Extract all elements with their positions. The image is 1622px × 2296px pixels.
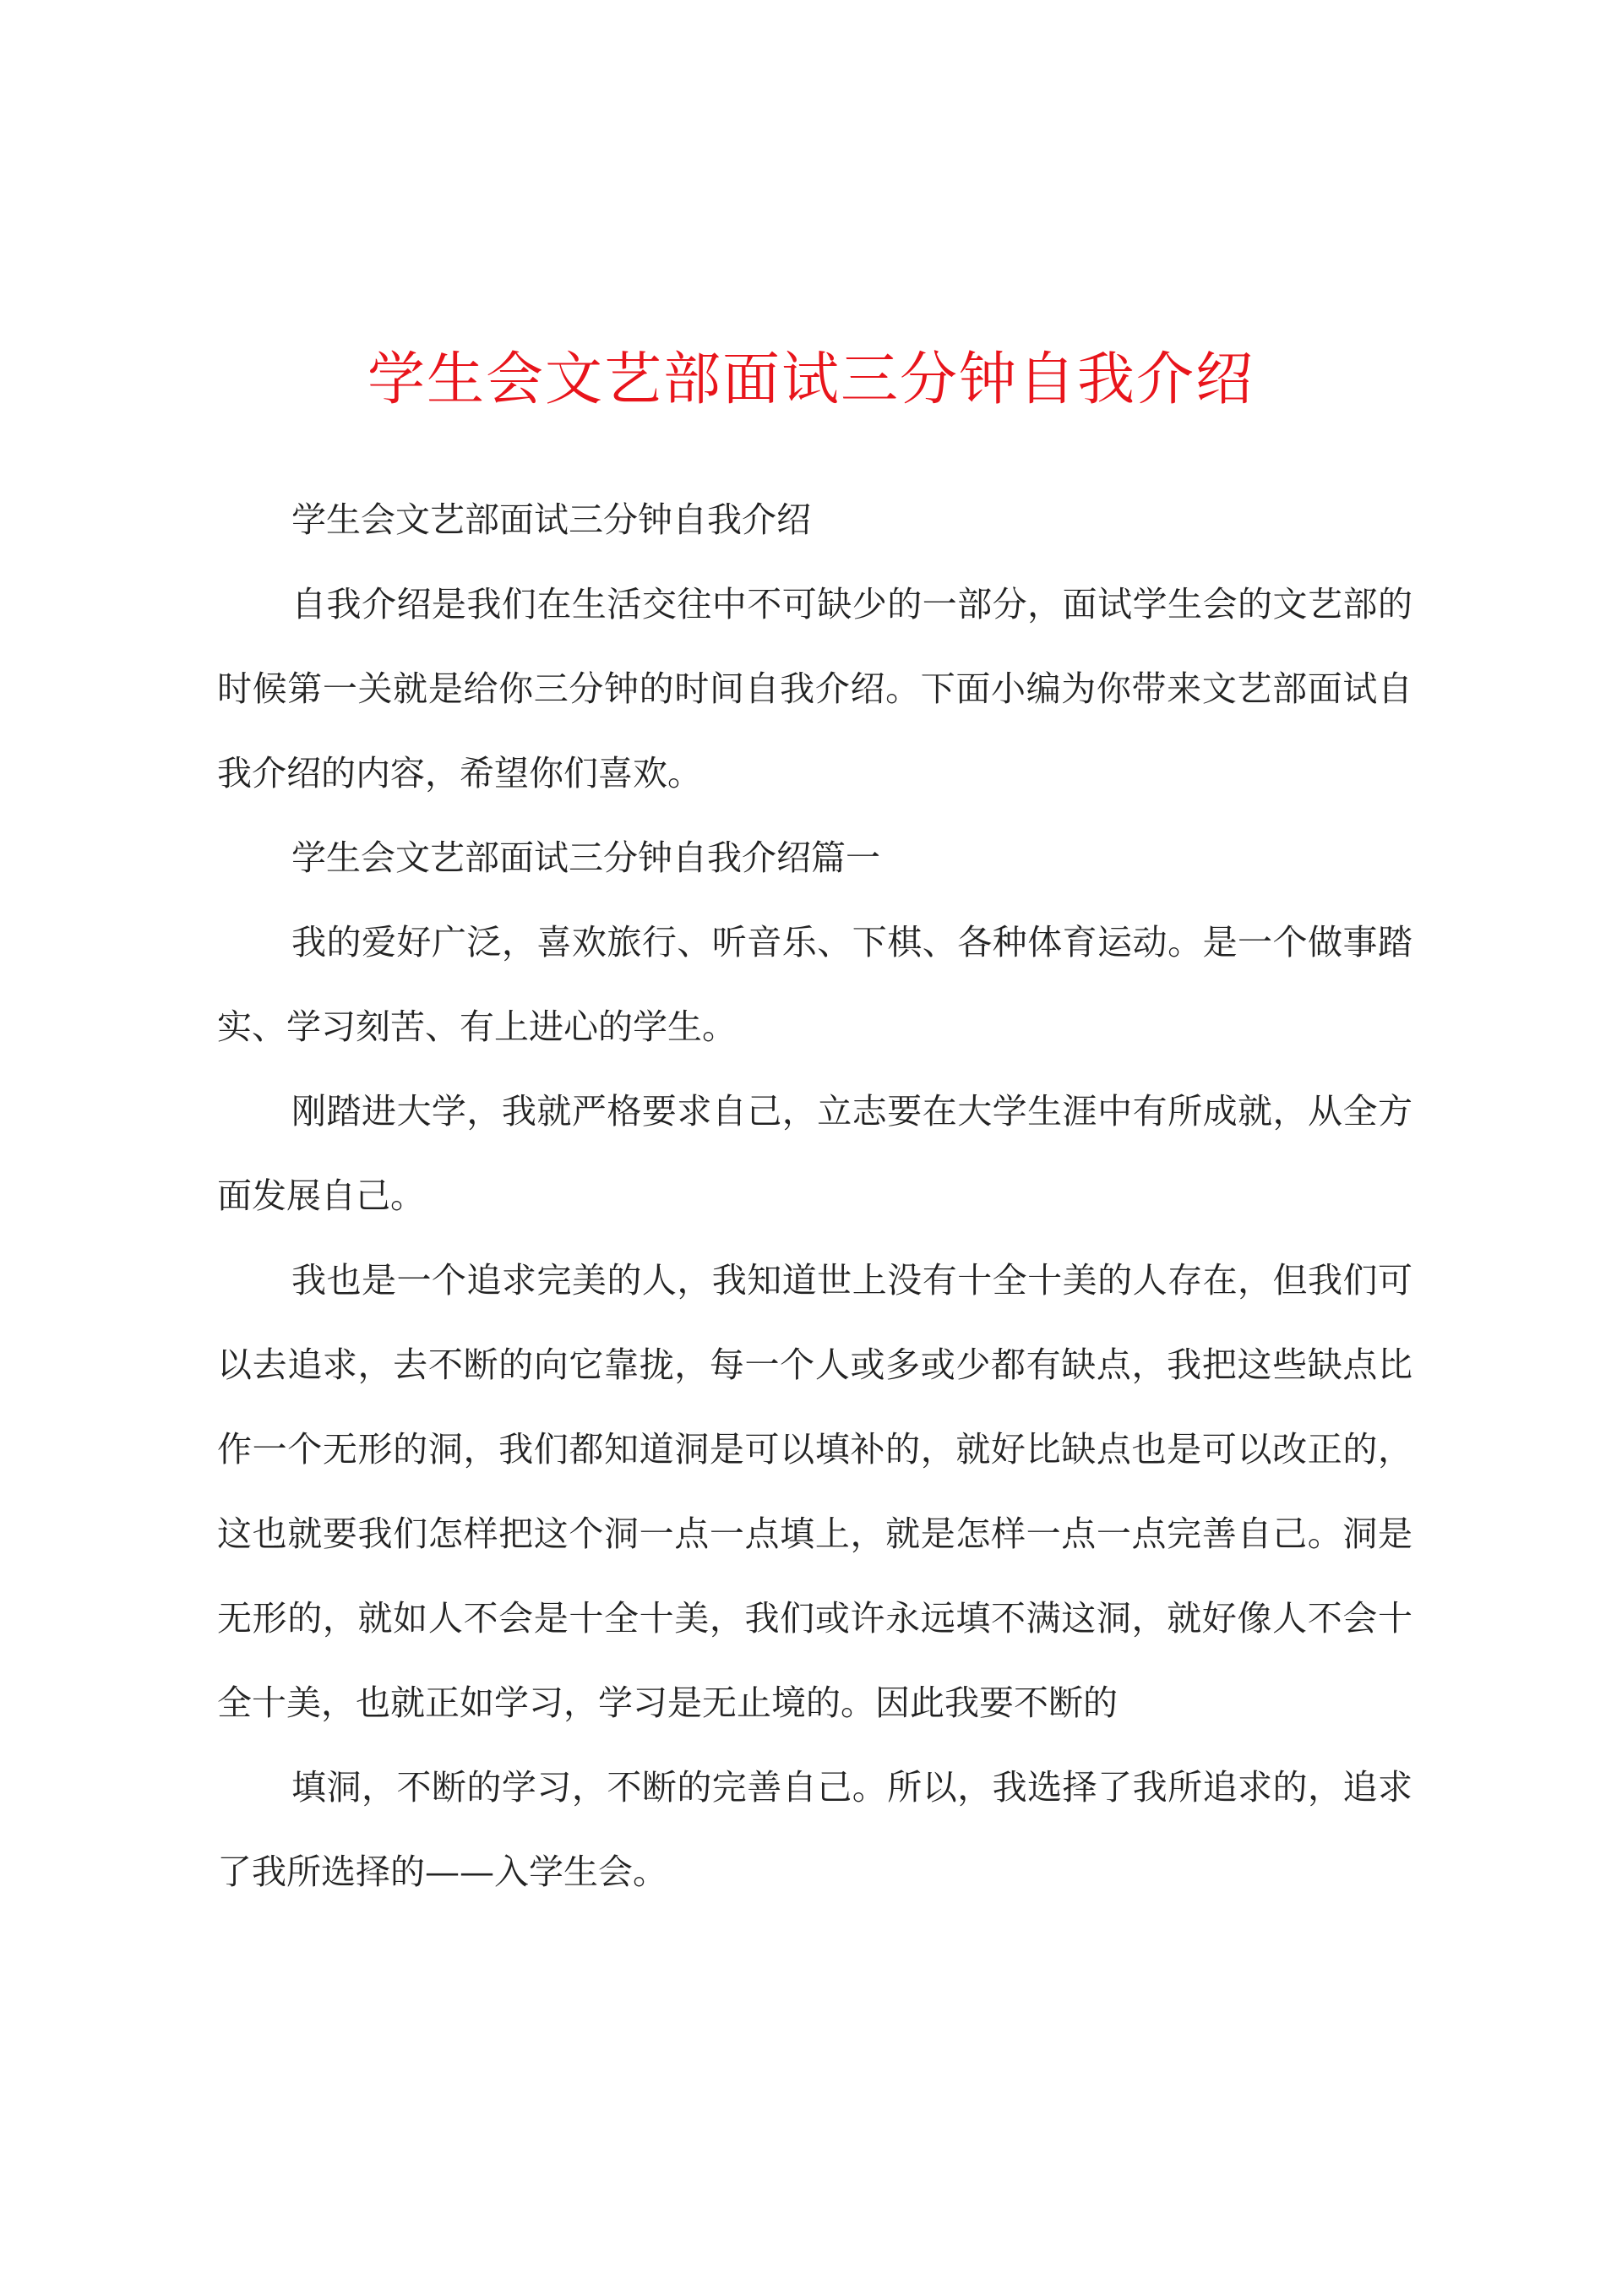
document-title: 学生会文艺部面试三分钟自我介绍 — [367, 346, 1255, 413]
paragraph-perfection: 我也是一个追求完美的人，我知道世上没有十全十美的人存在，但我们可以去追求，去不断的向它靠拢，每一个人或多或少都有缺点，我把这些缺点比作一个无形的洞，我们都知道洞是可以填补的，就好比缺点也是可以改正的，这也就要我们怎样把这个洞一点一点填上，就是怎样一点一点完善自己。洞是无形的，就如人不会是十全十美，我们或许永远填不满这洞，就好像人不会十全十美，也就正如学习，学习是无止境的。因此我要不断的 — [217, 1260, 1412, 1723]
paragraph-section-heading: 学生会文艺部面试三分钟自我介绍篇一 — [291, 837, 880, 878]
paragraph-university: 刚踏进大学，我就严格要求自己，立志要在大学生涯中有所成就，从全方面发展自己。 — [217, 1091, 1412, 1216]
paragraph-intro: 自我介绍是我们在生活交往中不可缺少的一部分，面试学生会的文艺部的时候第一关就是给你三分钟的时间自我介绍。下面小编为你带来文艺部面试自我介绍的内容，希望你们喜欢。 — [217, 584, 1412, 794]
document-body — [217, 477, 1412, 1914]
paragraph-hobbies: 我的爱好广泛，喜欢旅行、听音乐、下棋、各种体育运动。是一个做事踏实、学习刻苦、有上进心的学生。 — [217, 922, 1412, 1047]
paragraph-conclusion: 填洞，不断的学习，不断的完善自己。所以，我选择了我所追求的，追求了我所选择的——入学生会。 — [217, 1767, 1412, 1892]
paragraph-subtitle: 学生会文艺部面试三分钟自我介绍 — [291, 499, 811, 540]
